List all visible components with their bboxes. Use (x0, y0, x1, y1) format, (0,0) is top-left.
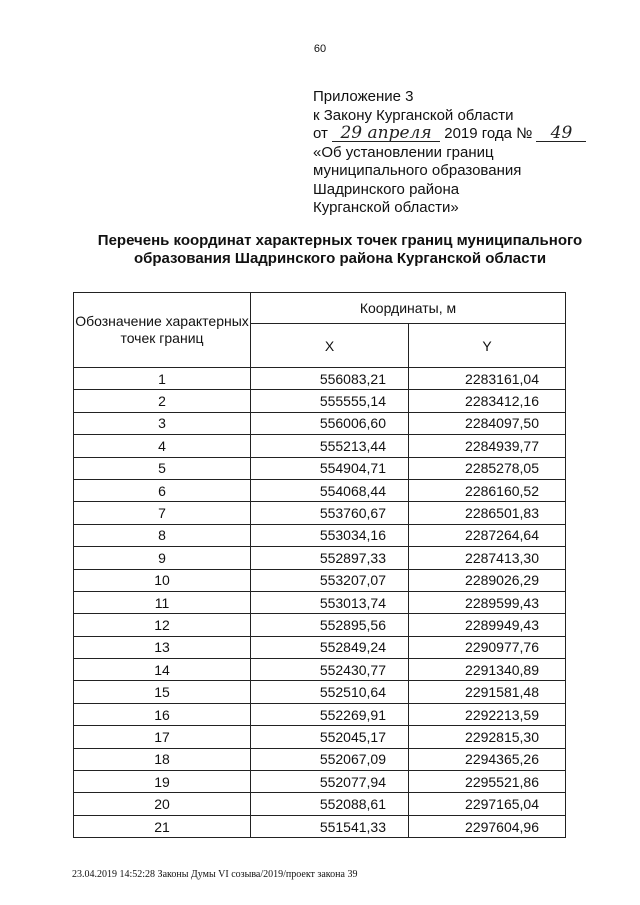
date-suffix: 2019 года № (444, 125, 533, 142)
x-coordinate-cell: 555555,14 (251, 390, 409, 412)
footer-stamp: 23.04.2019 14:52:28 Законы Думы VI созыва/2019/проект закона 39 (72, 869, 358, 880)
column-header-point: Обозначение характерных точек границ (74, 293, 251, 368)
y-coordinate-cell: 2289949,43 (409, 614, 566, 636)
y-coordinate-cell: 2285278,05 (409, 457, 566, 479)
point-id-cell: 7 (74, 502, 251, 524)
y-coordinate-cell: 2290977,76 (409, 636, 566, 658)
point-id-cell: 11 (74, 591, 251, 613)
page-number: 60 (313, 43, 327, 55)
table-row (74, 591, 566, 613)
table-row (74, 815, 566, 837)
table-row (74, 502, 566, 524)
table-row (74, 435, 566, 457)
table-row (74, 457, 566, 479)
point-id-cell: 12 (74, 614, 251, 636)
appendix-header (313, 88, 586, 218)
table-body (74, 368, 566, 838)
y-coordinate-cell: 2283161,04 (409, 368, 566, 390)
x-coordinate-cell: 552897,33 (251, 547, 409, 569)
appendix-date-line (313, 125, 586, 144)
y-coordinate-cell: 2289026,29 (409, 569, 566, 591)
coordinates-table (73, 292, 566, 838)
x-coordinate-cell: 552430,77 (251, 659, 409, 681)
y-coordinate-cell: 2297604,96 (409, 815, 566, 837)
y-coordinate-cell: 2287264,64 (409, 524, 566, 546)
table-row (74, 726, 566, 748)
point-id-cell: 5 (74, 457, 251, 479)
x-coordinate-cell: 553207,07 (251, 569, 409, 591)
table-row (74, 703, 566, 725)
x-coordinate-cell: 552849,24 (251, 636, 409, 658)
table-row (74, 748, 566, 770)
point-id-cell: 4 (74, 435, 251, 457)
table-row (74, 793, 566, 815)
table-row (74, 659, 566, 681)
column-header-coordinates: Координаты, м (251, 293, 566, 324)
point-id-cell: 18 (74, 748, 251, 770)
point-id-cell: 8 (74, 524, 251, 546)
point-id-cell: 2 (74, 390, 251, 412)
table-row (74, 614, 566, 636)
column-header-x: X (251, 324, 409, 368)
x-coordinate-cell: 552088,61 (251, 793, 409, 815)
table-row (74, 569, 566, 591)
x-coordinate-cell: 552269,91 (251, 703, 409, 725)
table-row (74, 390, 566, 412)
x-coordinate-cell: 554904,71 (251, 457, 409, 479)
y-coordinate-cell: 2289599,43 (409, 591, 566, 613)
point-id-cell: 10 (74, 569, 251, 591)
x-coordinate-cell: 551541,33 (251, 815, 409, 837)
x-coordinate-cell: 554068,44 (251, 479, 409, 501)
point-id-cell: 17 (74, 726, 251, 748)
table-row (74, 547, 566, 569)
table-row (74, 771, 566, 793)
y-coordinate-cell: 2284939,77 (409, 435, 566, 457)
x-coordinate-cell: 556006,60 (251, 412, 409, 434)
point-id-cell: 19 (74, 771, 251, 793)
appendix-law-title-4: Курганской области» (313, 199, 459, 216)
y-coordinate-cell: 2286160,52 (409, 479, 566, 501)
handwritten-date: 29 апреля (332, 126, 440, 142)
y-coordinate-cell: 2292815,30 (409, 726, 566, 748)
point-id-cell: 1 (74, 368, 251, 390)
date-prefix: от (313, 125, 328, 142)
point-id-cell: 9 (74, 547, 251, 569)
document-title (70, 232, 610, 268)
x-coordinate-cell: 552045,17 (251, 726, 409, 748)
point-id-cell: 16 (74, 703, 251, 725)
table-row (74, 479, 566, 501)
point-id-cell: 3 (74, 412, 251, 434)
y-coordinate-cell: 2284097,50 (409, 412, 566, 434)
x-coordinate-cell: 552077,94 (251, 771, 409, 793)
point-id-cell: 13 (74, 636, 251, 658)
x-coordinate-cell: 555213,44 (251, 435, 409, 457)
point-id-cell: 21 (74, 815, 251, 837)
x-coordinate-cell: 552510,64 (251, 681, 409, 703)
y-coordinate-cell: 2287413,30 (409, 547, 566, 569)
document-title-line-2: образования Шадринского района Курганской области (133, 250, 547, 267)
x-coordinate-cell: 553013,74 (251, 591, 409, 613)
y-coordinate-cell: 2286501,83 (409, 502, 566, 524)
table-row (74, 412, 566, 434)
y-coordinate-cell: 2292213,59 (409, 703, 566, 725)
appendix-law-title-1: «Об установлении границ (313, 143, 494, 161)
x-coordinate-cell: 553034,16 (251, 524, 409, 546)
document-title-line-1: Перечень координат характерных точек границ муниципального (97, 232, 583, 249)
handwritten-law-number: 49 (536, 126, 586, 142)
appendix-label: Приложение 3 (313, 88, 414, 105)
column-header-y: Y (409, 324, 566, 368)
point-id-cell: 6 (74, 479, 251, 501)
x-coordinate-cell: 553760,67 (251, 502, 409, 524)
x-coordinate-cell: 556083,21 (251, 368, 409, 390)
y-coordinate-cell: 2291340,89 (409, 659, 566, 681)
appendix-law-title-2: муниципального образования (313, 162, 522, 179)
table-row (74, 681, 566, 703)
y-coordinate-cell: 2295521,86 (409, 771, 566, 793)
x-coordinate-cell: 552895,56 (251, 614, 409, 636)
point-id-cell: 20 (74, 793, 251, 815)
y-coordinate-cell: 2294365,26 (409, 748, 566, 770)
table-row (74, 636, 566, 658)
x-coordinate-cell: 552067,09 (251, 748, 409, 770)
point-id-cell: 14 (74, 659, 251, 681)
y-coordinate-cell: 2283412,16 (409, 390, 566, 412)
table-row (74, 368, 566, 390)
y-coordinate-cell: 2297165,04 (409, 793, 566, 815)
point-id-cell: 15 (74, 681, 251, 703)
appendix-law-ref: к Закону Курганской области (313, 106, 514, 124)
y-coordinate-cell: 2291581,48 (409, 681, 566, 703)
appendix-law-title-3: Шадринского района (313, 180, 460, 198)
table-row (74, 524, 566, 546)
